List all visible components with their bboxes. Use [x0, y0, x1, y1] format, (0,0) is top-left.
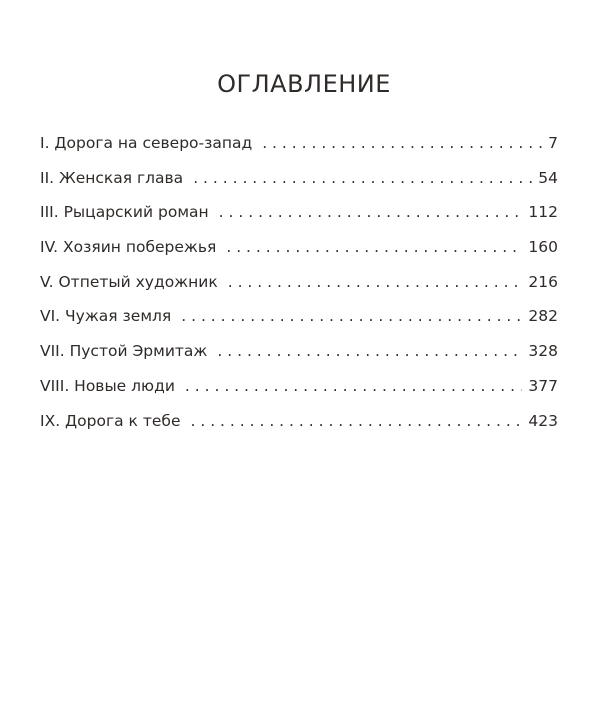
- toc-entry: [40, 339, 558, 374]
- toc-entry-label: IV. Хозяин побережья: [40, 238, 217, 257]
- dot-leader: [193, 166, 532, 191]
- dot-leader: [185, 374, 523, 399]
- toc-entry-page: 328: [528, 342, 558, 361]
- dot-leader: [181, 304, 522, 329]
- toc-entry-label: VII. Пустой Эрмитаж: [40, 342, 208, 361]
- toc-entry: [40, 409, 558, 444]
- toc-entry: [40, 200, 558, 235]
- toc-entry-page: 282: [528, 307, 558, 326]
- toc-entry-page: 7: [548, 134, 558, 152]
- toc-entry-label: IX. Дорога к тебе: [40, 411, 181, 430]
- dot-leader: [219, 200, 523, 225]
- dot-leader: [228, 270, 523, 295]
- toc-entry-label: VIII. Новые люди: [40, 376, 175, 395]
- toc-entry: [40, 166, 558, 201]
- toc-entry-label: VI. Чужая земля: [40, 307, 172, 326]
- toc-entry: [40, 374, 558, 409]
- toc-entry: [40, 131, 558, 166]
- page-title: ОГЛАВЛЕНИЕ: [217, 70, 391, 98]
- toc-entry-page: 112: [528, 203, 558, 222]
- toc-entry-label: II. Женская глава: [40, 168, 184, 187]
- toc-entry-page: 216: [528, 272, 558, 291]
- dot-leader: [190, 409, 522, 434]
- toc-entry-label: I. Дорога на северо-запад: [40, 134, 253, 152]
- toc-entry-page: 54: [538, 168, 558, 187]
- toc-entry-page: 160: [528, 238, 558, 257]
- toc-entry-page: 377: [528, 376, 558, 395]
- dot-leader: [262, 131, 542, 156]
- toc-entry: [40, 235, 558, 270]
- toc-entry-label: III. Рыцарский роман: [40, 203, 209, 222]
- dot-leader: [217, 339, 522, 364]
- toc-entry: [40, 304, 558, 339]
- toc-entry-label: V. Отпетый художник: [40, 272, 218, 291]
- table-of-contents: [40, 131, 558, 443]
- toc-entry: [40, 270, 558, 305]
- toc-entry-page: 423: [528, 411, 558, 430]
- dot-leader: [226, 235, 522, 260]
